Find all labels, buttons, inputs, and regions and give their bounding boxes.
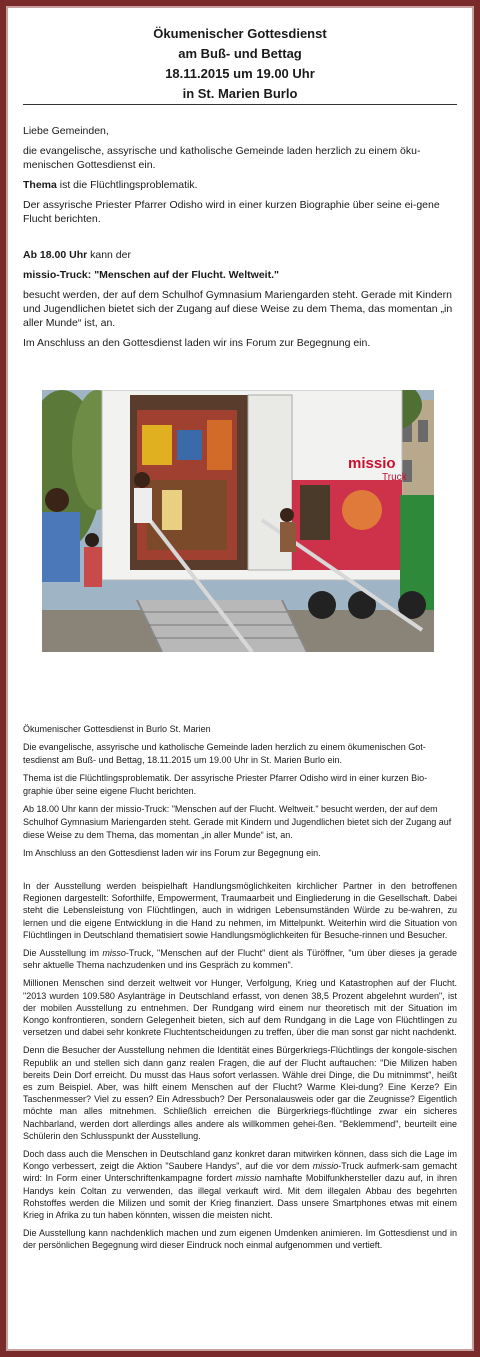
forum-text: Im Anschluss an den Gottesdienst laden wir ins Forum zur Begegnung ein. bbox=[23, 337, 371, 349]
priest-text: Der assyrische Priester Pfarrer Odisho wird in einer kurzen Biographie über seine ei-gene Flucht berichten. bbox=[23, 199, 440, 225]
exhibition-paragraph: Denn die Besucher der Ausstellung nehmen die Identität eines Bürgerkriegs-Flüchtlings der kongole-sischen Republik an und stellen sich dann ganz realen Fragen, die auf der Flucht auftauchen: "Die Milizen haben bereits Dein Dorf erreicht. Du musst das Haus sofort verlassen. Wähle drei Dinge, die Du mitnimmst", heißt es zum Beispiel. Aber, was hilft einem Menschen auf der Flucht? Warme Klei-dung? Eine Kerze? Ein Taschenmesser? Viel zu essen? Ein Adressbuch? Der Personalausweis oder gar die Zeugnisse? Eigentlich möchte man alles mitnehmen. Schließlich erreichen die Bürgerkriegs-flüchtlinge zwar ein sicheres Nachbarland, werden dort allerdings alles andere als willkommen gehei-ßen. "Beklemmend", beurteilt eine Schülerin den Schlusspunkt der Ausstellung. bbox=[23, 1045, 457, 1141]
title-line: in St. Marien Burlo bbox=[182, 86, 298, 101]
title-line: am Buß- und Bettag bbox=[178, 46, 302, 61]
truck-time: Ab 18.00 Uhr bbox=[23, 249, 88, 261]
exhibition-paragraph: Die Ausstellung im misso-Truck, "Menschen auf der Flucht" dient als Türöffner, "um über dieses ja gerade sehr aktuelle Thema nachzudenken und ins Gespräch zu kommen". bbox=[23, 948, 457, 971]
exhibition-paragraph: Doch dass auch die Menschen in Deutschland ganz konkret daran mitwirken können, dass sich die Lage im Kongo verbessert, zeigt die Aktion "Saubere Handys", auf die vor dem missio-Truck aufmerk-sam gemacht wird: In Form einer Unterschriftenkampagne fordert missio namhafte Mobilfunkhersteller dazu auf, in ihren Handys kein Coltan zu verwenden, das illegal verkauft wird. Mit dem illegalen Abbau des begehrten Rohstoffes werden die Milizen und somit der Krieg finanziert. Dass unsere Smartphones etwas mit einem Krieg in Afrika zu tun haben könnten, wissen die meisten nicht. bbox=[23, 1149, 457, 1221]
article-paragraph: Thema ist die Flüchtlingsproblematik. Der assyrische Priester Pfarrer Odisho wird in einer kurzen Bio-graphie über seine eigene Flucht berichten. bbox=[23, 773, 428, 796]
article-heading: Ökumenischer Gottesdienst in Burlo St. Marien bbox=[23, 724, 211, 734]
exhibition-paragraph: Die Ausstellung kann nachdenklich machen und zum eigenen Umdenken animieren. Im Gottesdienst und in der persönlichen Begegnung wird dieser Eindruck noch einmal aufgenommen und vertieft. bbox=[23, 1228, 457, 1251]
exhibition-paragraph: Millionen Menschen sind derzeit weltweit vor Hunger, Verfolgung, Krieg und Katastrophen auf der Flucht. "2013 wurden 109.580 Asylanträge in Deutschland erfasst, von denen 38,5 Prozent abgelehnt wurden", ist der mobilen Ausstellung zu entnehmen. Der Rundgang wird einem nur theoretisch mit der Situation im Kongo konfrontieren, sondern Gelegenheit bieten, sich auf dem Rundgang in die Lage von Flüchtlingen zu versetzen und dabei sehr konkrete Fluchtentscheidungen zu treffen, über die man sonst gar nicht nachdenkt. bbox=[23, 978, 457, 1038]
title-line: Ökumenischer Gottesdienst bbox=[153, 26, 327, 41]
theme-label: Thema bbox=[23, 179, 57, 191]
exhibition-paragraph: In der Ausstellung werden beispielhaft Handlungsmöglichkeiten kirchlicher Partner in den betroffenen Regionen dargestellt: Soforthilfe, Empowerment, Traumaarbeit und Eingliederung in die Gesellschaft. Dabei steht die Lebensleistung von Flüchtlingen, auch in widrigen Lebensumständen Würde zu be-wahren, zu lernen und die eigene Entwicklung in die Hand zu nehmen, im Mittelpunkt. Weiterhin wird die Situation von Flüchtlingen in Deutschland thematisiert sowie Handlungsmöglichkeiten für Besuche-rinnen und Besucher. bbox=[23, 881, 457, 940]
truck-logo-text: missio bbox=[348, 455, 396, 472]
truck-description: besucht werden, der auf dem Schulhof Gymnasium Mariengarden steht. Gerade mit Kindern und Jugendlichen bietet sich der Zugang auf diese Weise zu dem Thema, das momentan „in aller Munde“ ist, an. bbox=[23, 289, 453, 329]
theme-rest: ist die Flüchtlingsproblematik. bbox=[56, 179, 198, 191]
article-paragraph: Die evangelische, assyrische und katholische Gemeinde laden herzlich zu einem ökumenischen Got-tesdienst am Buß- und Bettag, 18.11.2015 um 19.00 Uhr in St. Marien Burlo ein. bbox=[23, 742, 426, 765]
truck-name: missio-Truck: "Menschen auf der Flucht. Weltweit." bbox=[23, 269, 279, 281]
greeting: Liebe Gemeinden, bbox=[23, 125, 109, 137]
article-paragraph: Ab 18.00 Uhr kann der missio-Truck: "Menschen auf der Flucht. Weltweit." besucht werden, der auf dem Schulhof Gymnasium Mariengarden steht. Gerade mit Kindern und Jugendlichen bietet sich der Zugang auf diese Weise zu dem Thema, das momentan „in aller Munde“ ist, an. bbox=[23, 804, 452, 840]
title-line: 18.11.2015 um 19.00 Uhr bbox=[165, 66, 315, 81]
truck-time-rest: kann der bbox=[87, 249, 131, 261]
invite-text: die evangelische, assyrische und katholische Gemeinde laden herzlich zu einem öku-menischen Gottesdienst ein. bbox=[23, 145, 421, 171]
truck-logo-subtext: Truck bbox=[382, 472, 407, 483]
article-paragraph: Im Anschluss an den Gottesdienst laden wir ins Forum zur Begegnung ein. bbox=[23, 848, 321, 858]
